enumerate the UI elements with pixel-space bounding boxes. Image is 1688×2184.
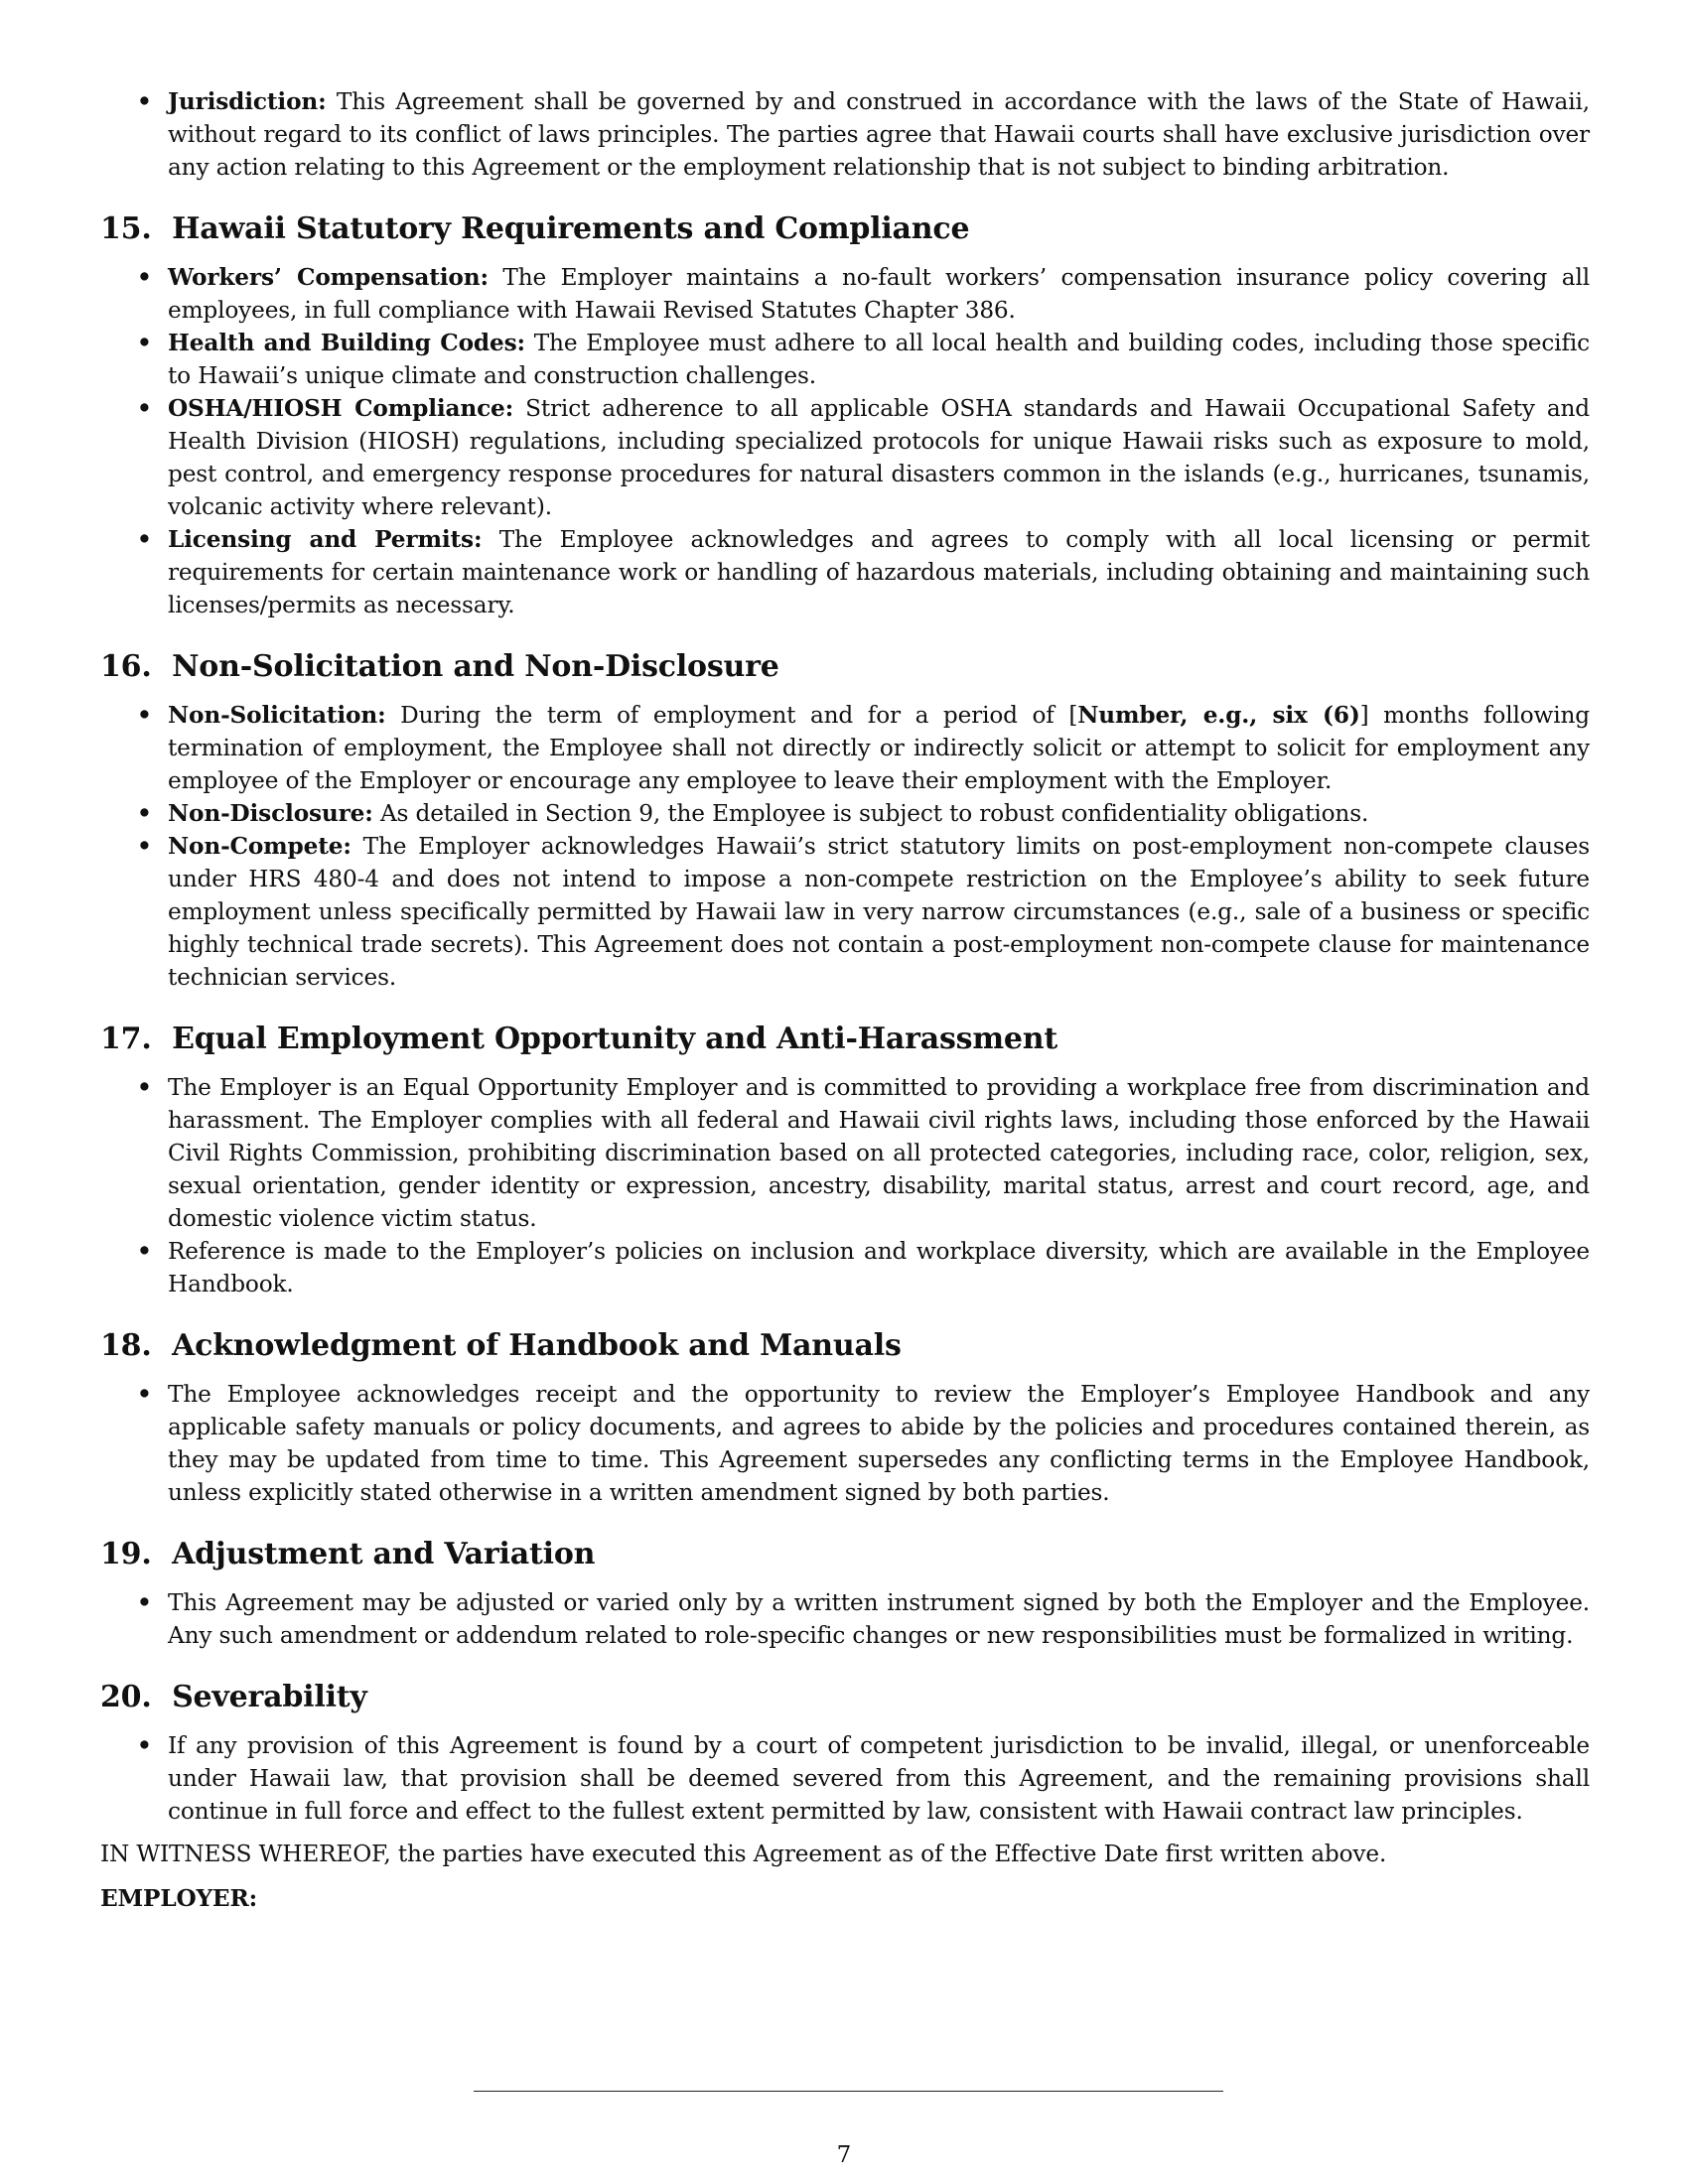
list-item bbox=[100, 797, 1590, 830]
list-item bbox=[100, 699, 1590, 797]
item-text: Strict adherence to all applicable OSHA standards and Hawaii Occupational Safety and Health Division (HIOSH) regulations, including specialized protocols for unique Hawaii risks such as exposure to mold, pest control, and emergency response procedures for natural disasters common in the islands (e.g., hurricanes, tsunamis, volcanic activity where relevant). bbox=[168, 395, 1590, 520]
item-placeholder: Number, e.g., six (6) bbox=[1077, 702, 1360, 729]
item-text: The Employee acknowledges receipt and the opportunity to review the Employer’s Employee Handbook and any applicable safety manuals or policy documents, and agrees to abide by the policies and procedures contained therein, as they may be updated from time to time. This Agreement supersedes any conflicting terms in the Employee Handbook, unless explicitly stated otherwise in a written amendment signed by both parties. bbox=[168, 1381, 1590, 1506]
list-item bbox=[100, 1729, 1590, 1828]
bullet-icon: • bbox=[137, 1589, 152, 1616]
employer-signature-line bbox=[474, 2091, 1223, 2092]
list-item bbox=[100, 327, 1590, 392]
section bbox=[100, 1326, 1590, 1509]
section-heading: 19. Adjustment and Variation bbox=[100, 1537, 596, 1571]
item-text: Reference is made to the Employer’s policies on inclusion and workplace diversity, which are available in the Employee Handbook. bbox=[168, 1238, 1590, 1297]
section bbox=[100, 1535, 1590, 1652]
section-heading: 15. Hawaii Statutory Requirements and Compliance bbox=[100, 211, 970, 246]
list-item bbox=[100, 1071, 1590, 1235]
bullet-icon: • bbox=[137, 702, 152, 729]
section bbox=[100, 1678, 1590, 1828]
witness-statement: IN WITNESS WHEREOF, the parties have executed this Agreement as of the Effective Date first written above. bbox=[100, 1841, 1387, 1867]
bullet-icon: • bbox=[137, 1238, 152, 1265]
list-item bbox=[100, 1378, 1590, 1509]
section-list bbox=[100, 1586, 1590, 1652]
section-list bbox=[100, 1071, 1590, 1300]
bullet-icon: • bbox=[137, 833, 152, 860]
item-text: If any provision of this Agreement is found by a court of competent jurisdiction to be invalid, illegal, or unenforceable under Hawaii law, that provision shall be deemed severed from this Agreement, and the remaining provisions shall continue in full force and effect to the fullest extent permitted by law, consistent with Hawaii contract law principles. bbox=[168, 1732, 1590, 1825]
section-heading: 16. Non-Solicitation and Non-Disclosure bbox=[100, 649, 779, 684]
bullet-icon: • bbox=[137, 264, 152, 291]
bullet-icon: • bbox=[137, 395, 152, 422]
bullet-icon: • bbox=[137, 1381, 152, 1408]
list-item bbox=[100, 1586, 1590, 1652]
item-term: Non-Disclosure: bbox=[168, 800, 373, 827]
intro-list bbox=[100, 85, 1590, 184]
bullet-icon: • bbox=[137, 330, 152, 356]
item-text: This Agreement shall be governed by and construed in accordance with the laws of the State of Hawaii, without regard to its conflict of laws principles. The parties agree that Hawaii courts shall have exclusive jurisdiction over any action relating to this Agreement or the employment relationship that is not subject to binding arbitration. bbox=[168, 88, 1590, 181]
bullet-icon: • bbox=[137, 800, 152, 827]
section-list bbox=[100, 699, 1590, 994]
sections-container bbox=[100, 209, 1590, 1828]
item-text: The Employer is an Equal Opportunity Employer and is committed to providing a workplace free from discrimination and harassment. The Employer complies with all federal and Hawaii civil rights laws, including those enforced by the Hawaii Civil Rights Commission, prohibiting discrimination based on all protected categories, including race, color, religion, sex, sexual orientation, gender identity or expression, ancestry, disability, marital status, arrest and court record, age, and domestic violence victim status. bbox=[168, 1074, 1590, 1232]
bullet-icon: • bbox=[137, 1074, 152, 1101]
item-term: Licensing and Permits: bbox=[168, 526, 483, 553]
item-text: The Employer acknowledges Hawaii’s strict statutory limits on post-employment non-compete clauses under HRS 480-4 and does not intend to impose a non-compete restriction on the Employee’s ability to seek future employment unless specifically permitted by Hawaii law in very narrow circumstances (e.g., sale of a business or specific highly technical trade secrets). This Agreement does not contain a post-employment non-compete clause for maintenance technician services. bbox=[168, 833, 1590, 991]
section-list bbox=[100, 1378, 1590, 1509]
item-text-before: During the term of employment and for a period of [ bbox=[400, 702, 1078, 729]
employer-label: EMPLOYER: bbox=[100, 1885, 257, 1912]
bullet-icon: • bbox=[137, 526, 152, 553]
section bbox=[100, 647, 1590, 994]
section-heading: 18. Acknowledgment of Handbook and Manuals bbox=[100, 1328, 902, 1363]
item-term: Health and Building Codes: bbox=[168, 330, 525, 356]
section-heading: 17. Equal Employment Opportunity and Anti-Harassment bbox=[100, 1022, 1058, 1056]
list-item bbox=[100, 830, 1590, 994]
list-item bbox=[100, 523, 1590, 621]
item-term: OSHA/HIOSH Compliance: bbox=[168, 395, 514, 422]
bullet-icon: • bbox=[137, 88, 152, 115]
section-list bbox=[100, 261, 1590, 621]
section-heading: 20. Severability bbox=[100, 1680, 367, 1714]
item-text: ] months following termination of employment, the Employee shall not directly or indirectly solicit or attempt to solicit for employment any employee of the Employer or encourage any employee to leave their employment with the Employer. bbox=[168, 702, 1590, 794]
item-text: The Employee must adhere to all local health and building codes, including those specific to Hawaii’s unique climate and construction challenges. bbox=[168, 330, 1590, 389]
list-item bbox=[100, 392, 1590, 523]
list-item bbox=[100, 261, 1590, 327]
list-item bbox=[100, 1235, 1590, 1300]
item-term: Jurisdiction: bbox=[168, 88, 327, 115]
bullet-icon: • bbox=[137, 1732, 152, 1759]
item-text: The Employee acknowledges and agrees to comply with all local licensing or permit requirements for certain maintenance work or handling of hazardous materials, including obtaining and maintaining such licenses/permits as necessary. bbox=[168, 526, 1590, 618]
section bbox=[100, 209, 1590, 621]
item-term: Non-Solicitation: bbox=[168, 702, 386, 729]
item-text: As detailed in Section 9, the Employee is subject to robust confidentiality obligations. bbox=[379, 800, 1369, 827]
item-text: The Employer maintains a no-fault workers’ compensation insurance policy covering all employees, in full compliance with Hawaii Revised Statutes Chapter 386. bbox=[168, 264, 1590, 324]
list-item bbox=[100, 85, 1590, 184]
section bbox=[100, 1020, 1590, 1300]
page-number: 7 bbox=[836, 2142, 852, 2168]
section-list bbox=[100, 1729, 1590, 1828]
document-page bbox=[100, 85, 1590, 1915]
item-text: This Agreement may be adjusted or varied only by a written instrument signed by both the Employer and the Employee. Any such amendment or addendum related to role-specific changes or new responsibilities must be formalized in writing. bbox=[168, 1589, 1590, 1649]
item-term: Workers’ Compensation: bbox=[168, 264, 489, 291]
item-term: Non-Compete: bbox=[168, 833, 352, 860]
